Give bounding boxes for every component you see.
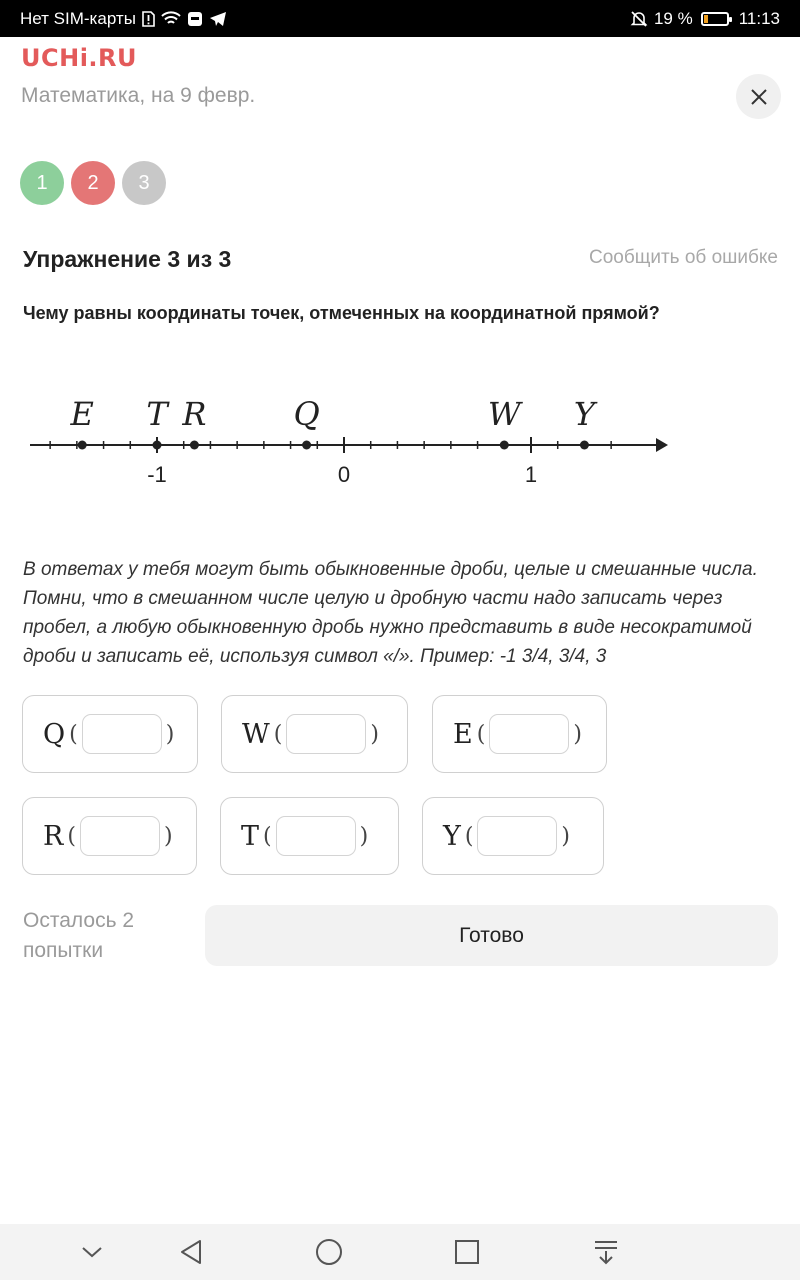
carrier-text: Нет SIM-карты xyxy=(20,8,136,28)
answer-input-w[interactable] xyxy=(286,714,366,754)
answer-letter: Q xyxy=(43,718,66,750)
tick-label: 0 xyxy=(337,462,351,487)
attempts-left: Осталось 2 попытки xyxy=(23,909,135,962)
step-3[interactable]: 3 xyxy=(122,161,166,205)
answer-input-r[interactable] xyxy=(80,816,160,856)
step-2[interactable]: 2 xyxy=(71,161,115,205)
answer-input-e[interactable] xyxy=(489,714,569,754)
answer-input-q[interactable] xyxy=(82,714,162,754)
recents-icon[interactable] xyxy=(447,1232,487,1272)
point-e xyxy=(78,441,87,450)
app-logo[interactable]: UCHi.RU xyxy=(21,44,137,72)
sim-alert-icon xyxy=(142,11,155,27)
point-r xyxy=(190,441,199,450)
answer-box-t: T ( ) xyxy=(220,797,399,875)
battery-icon xyxy=(701,12,729,26)
wifi-icon xyxy=(161,11,181,27)
point-label-y: Y xyxy=(573,395,595,433)
hint-text: В ответах у тебя могут быть обыкновенные дроби, целые и смешанные числа. Помни, что в смешанном числе целую и дробную части надо записать через пробел, а любую обыкновенную дробь нужно представить в виде несократимой дроби и записать её, используя символ «/». Пример: -1 3/4, 3/4, 3 xyxy=(23,559,758,667)
back-icon[interactable] xyxy=(171,1232,211,1272)
subject-title: Математика, на 9 февр. xyxy=(21,84,256,107)
point-t xyxy=(153,441,162,450)
answer-box-e: E ( ) xyxy=(432,695,607,773)
tick-label: -1 xyxy=(147,462,167,487)
answer-letter: W xyxy=(242,718,270,750)
done-button[interactable]: Готово xyxy=(205,905,778,966)
point-w xyxy=(500,441,509,450)
answer-box-r: R ( ) xyxy=(22,797,197,875)
answer-letter: R xyxy=(43,820,64,852)
point-label-t: T xyxy=(146,395,168,433)
clock: 11:13 xyxy=(738,8,780,28)
point-q xyxy=(302,441,311,450)
tick-label: 1 xyxy=(524,462,538,487)
home-icon[interactable] xyxy=(309,1232,349,1272)
notifications-pull-icon[interactable] xyxy=(586,1232,626,1272)
answer-input-y[interactable] xyxy=(477,816,557,856)
step-1[interactable]: 1 xyxy=(20,161,64,205)
answer-letter: E xyxy=(453,718,473,750)
point-y xyxy=(580,441,589,450)
answer-input-t[interactable] xyxy=(276,816,356,856)
question-text: Чему равны координаты точек, отмеченных на координатной прямой? xyxy=(23,303,660,323)
answer-box-q: Q ( ) xyxy=(22,695,198,773)
point-label-e: E xyxy=(70,395,94,433)
axis-arrow xyxy=(656,438,668,452)
exercise-title: Упражнение 3 из 3 xyxy=(23,246,232,272)
number-line xyxy=(0,380,700,500)
chevron-down-icon[interactable] xyxy=(72,1232,112,1272)
notification-app-icon xyxy=(187,11,203,27)
battery-percent: 19 % xyxy=(653,8,693,28)
point-label-r: R xyxy=(182,395,207,433)
point-label-q: Q xyxy=(293,395,320,433)
answer-box-y: Y ( ) xyxy=(422,797,604,875)
answer-letter: T xyxy=(241,820,260,852)
telegram-icon xyxy=(209,11,227,27)
close-button[interactable] xyxy=(736,74,781,119)
exercise-steps xyxy=(20,161,166,205)
point-label-w: W xyxy=(487,395,521,433)
mute-bell-icon xyxy=(630,10,648,28)
status-bar xyxy=(0,0,800,37)
report-error-link[interactable]: Сообщить об ошибке xyxy=(589,247,778,268)
close-icon xyxy=(750,88,768,106)
answer-letter: Y xyxy=(443,820,461,852)
answer-box-w: W ( ) xyxy=(221,695,408,773)
system-nav-bar xyxy=(0,1224,800,1280)
